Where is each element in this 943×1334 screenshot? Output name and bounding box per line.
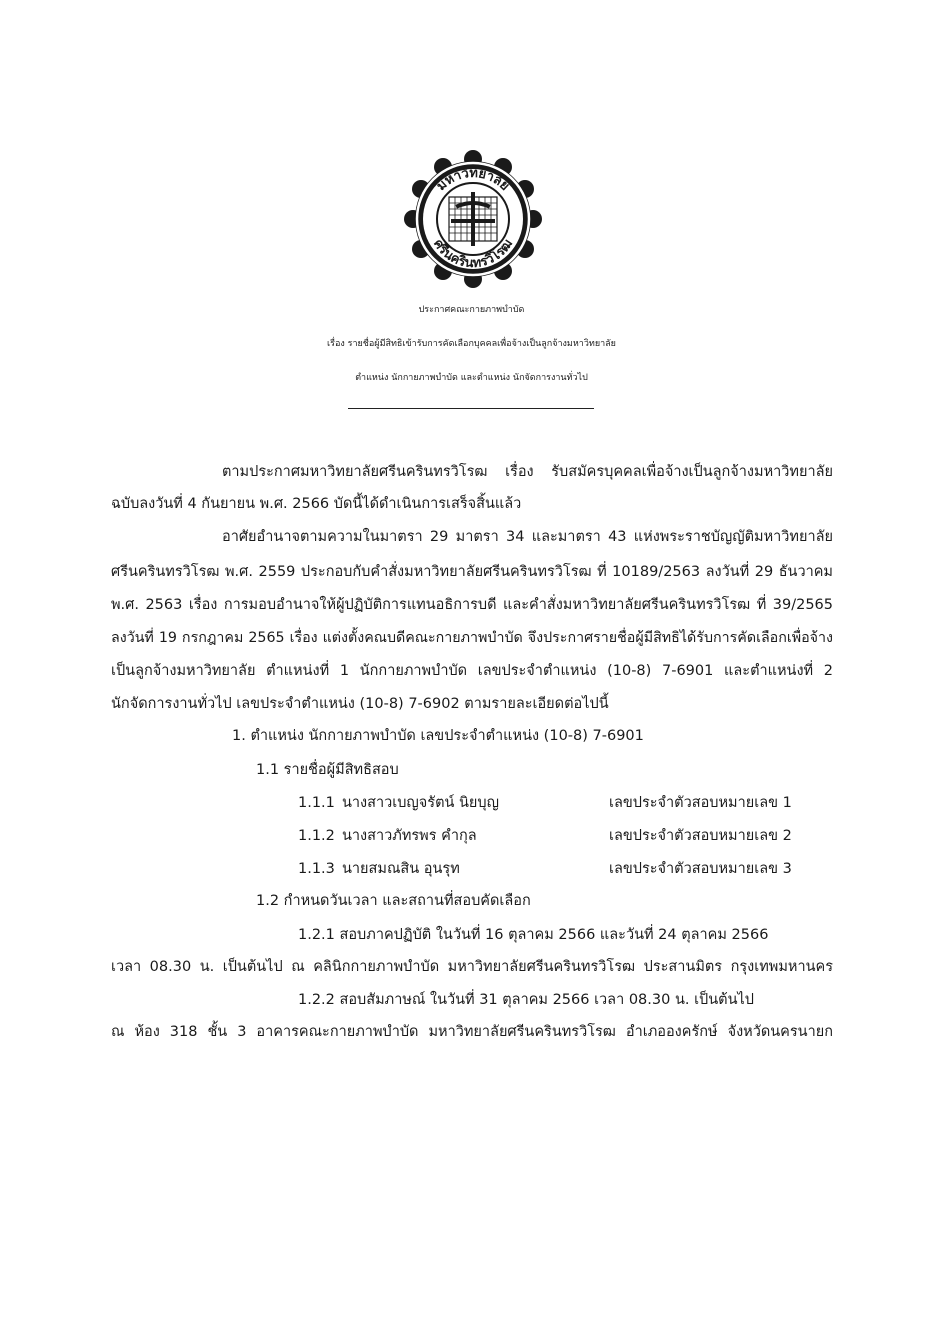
- candidate-number: 1.1.2: [298, 828, 335, 844]
- header-divider: [348, 408, 594, 409]
- paragraph-1-line-2: ฉบับลงวันที่ 4 กันยายน พ.ศ. 2566 บัดนี้ได้ดำเนินการเสร็จสิ้นแล้ว: [111, 496, 522, 512]
- paragraph-2-line-4: ลงวันที่ 19 กรกฎาคม 2565 เรื่อง แต่งตั้งคณบดีคณะกายภาพบำบัด จึงประกาศรายชื่อผู้มีสิทธิได้รับการคัดเลือกเพื่อจ้าง: [111, 630, 833, 646]
- paragraph-2-line-6: นักจัดการงานทั่วไป เลขประจำตำแหน่ง (10-8) 7-6902 ตามรายละเอียดต่อไปนี้: [111, 696, 609, 712]
- paragraph-1-line-1: ตามประกาศมหาวิทยาลัยศรีนครินทรวิโรฒ เรื่อง รับสมัครบุคคลเพื่อจ้างเป็นลูกจ้างมหาวิทยาลัย: [222, 464, 833, 480]
- paragraph-2-line-2: ศรีนครินทรวิโรฒ พ.ศ. 2559 ประกอบกับคำสั่งมหาวิทยาลัยศรีนครินทรวิโรฒ ที่ 10189/2563 ลงวันที่ 29 ธันวาคม: [111, 564, 833, 580]
- paragraph-2-line-3: พ.ศ. 2563 เรื่อง การมอบอำนาจให้ผู้ปฏิบัติการแทนอธิการบดี และคำสั่งมหาวิทยาลัยศรีนครินทรวิโรฒ ที่ 39/2565: [111, 597, 833, 613]
- seal-bottom-text: ศรีนครินทรวิโรฒ: [430, 236, 517, 272]
- seal-top-text: มหาวิทยาลัย: [433, 165, 513, 194]
- section-1-2-heading: 1.2 กำหนดวันเวลา และสถานที่สอบคัดเลือก: [256, 893, 531, 909]
- interview-line-2: ณ ห้อง 318 ชั้น 3 อาคารคณะกายภาพบำบัด มหาวิทยาลัยศรีนครินทรวิโรฒ อำเภอองครักษ์ จังหวัดนครนายก: [111, 1024, 833, 1040]
- announcement-title: ประกาศคณะกายภาพบำบัด: [418, 305, 525, 315]
- candidate-name: นางสาวเบญจรัตน์ นิยบุญ: [342, 795, 499, 811]
- section-1-heading: 1. ตำแหน่ง นักกายภาพบำบัด เลขประจำตำแหน่ง (10-8) 7-6901: [232, 728, 644, 744]
- candidate-exam-number: เลขประจำตัวสอบหมายเลข 2: [609, 828, 792, 844]
- announcement-positions: ตำแหน่ง นักกายภาพบำบัด และตำแหน่ง นักจัดการงานทั่วไป: [355, 373, 588, 383]
- section-1-1-heading: 1.1 รายชื่อผู้มีสิทธิสอบ: [256, 762, 399, 778]
- practical-exam-line-2: เวลา 08.30 น. เป็นต้นไป ณ คลินิกกายภาพบำบัด มหาวิทยาลัยศรีนครินทรวิโรฒ ประสานมิตร กรุงเทพมหานคร: [111, 959, 833, 975]
- candidate-number: 1.1.3: [298, 861, 335, 877]
- university-seal-logo: [404, 150, 542, 288]
- paragraph-2-line-1: อาศัยอำนาจตามความในมาตรา 29 มาตรา 34 และมาตรา 43 แห่งพระราชบัญญัติมหาวิทยาลัย: [222, 529, 833, 545]
- interview-line-1: 1.2.2 สอบสัมภาษณ์ ในวันที่ 31 ตุลาคม 2566 เวลา 08.30 น. เป็นต้นไป: [298, 992, 754, 1008]
- paragraph-2-line-5: เป็นลูกจ้างมหาวิทยาลัย ตำแหน่งที่ 1 นักกายภาพบำบัด เลขประจำตำแหน่ง (10-8) 7-6901 และตำแหน่งที่ 2: [111, 663, 833, 679]
- candidate-name: นายสมณสิน อุนรุท: [342, 861, 460, 877]
- practical-exam-line-1: 1.2.1 สอบภาคปฏิบัติ ในวันที่ 16 ตุลาคม 2566 และวันที่ 24 ตุลาคม 2566: [298, 927, 769, 943]
- candidate-exam-number: เลขประจำตัวสอบหมายเลข 3: [609, 861, 792, 877]
- candidate-number: 1.1.1: [298, 795, 335, 811]
- candidate-name: นางสาวภัทรพร คำกุล: [342, 828, 477, 844]
- candidate-exam-number: เลขประจำตัวสอบหมายเลข 1: [609, 795, 792, 811]
- announcement-subject: เรื่อง รายชื่อผู้มีสิทธิเข้ารับการคัดเลือกบุคคลเพื่อจ้างเป็นลูกจ้างมหาวิทยาลัย: [327, 339, 616, 349]
